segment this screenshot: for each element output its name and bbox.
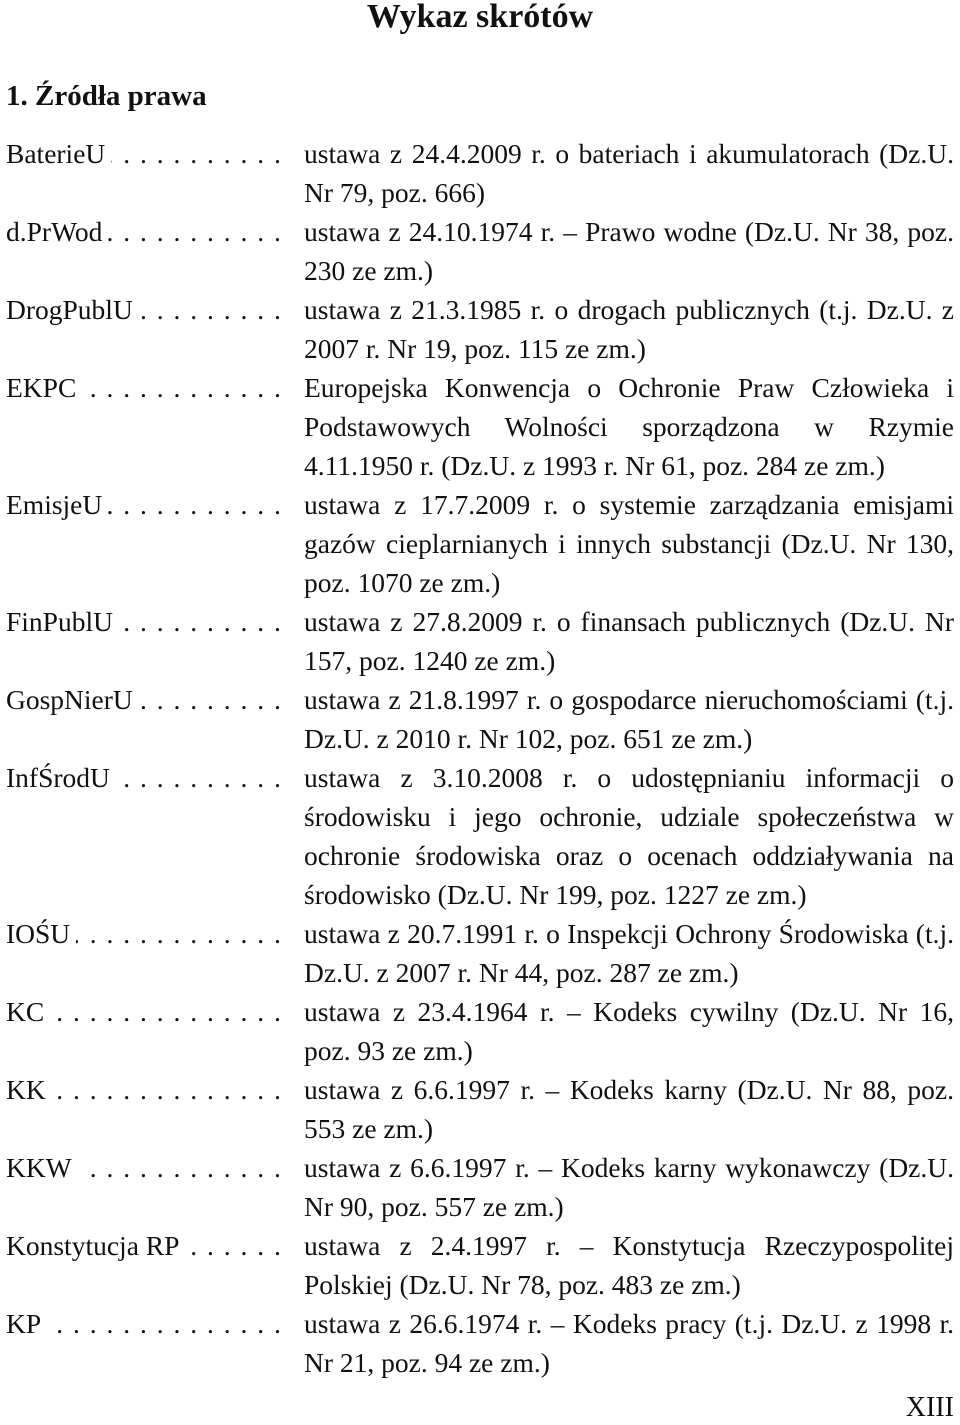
abbreviation-term-text: BaterieU [6, 138, 111, 169]
abbreviation-description: ustawa z 17.7.2009 r. o systemie zarządzania emisjami gazów cieplarnianych i innych substancji (Dz.U. Nr 130, poz. 1070 ze zm.) [304, 489, 954, 598]
abbreviation-term [6, 368, 282, 407]
abbreviation-description: ustawa z 24.4.2009 r. o bateriach i akumulatorach (Dz.U. Nr 79, poz. 666) [304, 138, 954, 208]
abbreviation-entry [6, 602, 954, 680]
abbreviation-term [6, 758, 282, 797]
abbreviation-entry [6, 680, 954, 758]
abbreviation-term-text: GospNierU [6, 684, 139, 715]
abbreviation-term [6, 485, 282, 524]
abbreviation-term-text: IOŚU [6, 918, 76, 949]
abbreviation-term [6, 212, 282, 251]
abbreviation-description: ustawa z 6.6.1997 r. – Kodeks karny wykonawczy (Dz.U. Nr 90, poz. 557 ze zm.) [304, 1152, 954, 1222]
abbreviation-description: ustawa z 6.6.1997 r. – Kodeks karny (Dz.U. Nr 88, poz. 553 ze zm.) [304, 1074, 954, 1144]
abbreviation-term [6, 1226, 282, 1265]
abbreviation-term-text: KC [6, 996, 50, 1027]
abbreviation-description: ustawa z 20.7.1991 r. o Inspekcji Ochrony Środowiska (t.j. Dz.U. z 2007 r. Nr 44, poz. 287 ze zm.) [304, 918, 954, 988]
abbreviation-term-text: DrogPublU [6, 294, 139, 325]
abbreviation-term-text: Konstytucja RP [6, 1230, 185, 1261]
abbreviation-description: ustawa z 3.10.2008 r. o udostępnianiu informacji o środowisku i jego ochronie, udziale społeczeństwa w ochronie środowiska oraz o ocenach oddziaływania na środowisko (Dz.U. Nr 199, poz. 1227 ze zm.) [304, 762, 954, 910]
abbreviation-list [6, 134, 954, 1382]
abbreviation-entry [6, 992, 954, 1070]
abbreviation-term-text: d.PrWod [6, 216, 108, 247]
abbreviation-entry [6, 1148, 954, 1226]
abbreviation-term [6, 680, 282, 719]
page-number: XIII [905, 1392, 954, 1423]
abbreviation-term [6, 992, 282, 1031]
abbreviation-term [6, 1148, 282, 1187]
abbreviation-description: ustawa z 27.8.2009 r. o finansach publicznych (Dz.U. Nr 157, poz. 1240 ze zm.) [304, 606, 954, 676]
abbreviation-term-text: InfŚrodU [6, 762, 116, 793]
page-title: Wykaz skrótów [366, 0, 594, 35]
abbreviation-term-text: FinPublU [6, 606, 119, 637]
abbreviation-entry [6, 914, 954, 992]
section-heading: 1. Źródła prawa [6, 80, 207, 112]
abbreviation-entry [6, 1304, 954, 1382]
abbreviation-term [6, 134, 282, 173]
abbreviation-term [6, 290, 282, 329]
abbreviation-entry [6, 290, 954, 368]
abbreviation-description: ustawa z 26.6.1974 r. – Kodeks pracy (t.j. Dz.U. z 1998 r. Nr 21, poz. 94 ze zm.) [304, 1308, 954, 1378]
abbreviation-term-text: EmisjeU [6, 489, 108, 520]
abbreviation-entry [6, 1226, 954, 1304]
abbreviation-description: ustawa z 21.8.1997 r. o gospodarce nieruchomościami (t.j. Dz.U. z 2010 r. Nr 102, poz. 651 ze zm.) [304, 684, 954, 754]
abbreviation-entry [6, 212, 954, 290]
abbreviation-description: ustawa z 24.10.1974 r. – Prawo wodne (Dz.U. Nr 38, poz. 230 ze zm.) [304, 216, 954, 286]
abbreviation-description: Europejska Konwencja o Ochronie Praw Człowieka i Podstawowych Wolności sporządzona w Rzymie 4.11.1950 r. (Dz.U. z 1993 r. Nr 61, poz. 284 ze zm.) [304, 372, 954, 481]
abbreviation-entry [6, 1070, 954, 1148]
abbreviation-entry [6, 368, 954, 485]
abbreviation-description: ustawa z 23.4.1964 r. – Kodeks cywilny (Dz.U. Nr 16, poz. 93 ze zm.) [304, 996, 954, 1066]
abbreviation-entry [6, 134, 954, 212]
abbreviation-term-text: KKW [6, 1152, 78, 1183]
abbreviation-entry [6, 758, 954, 914]
abbreviation-entry [6, 485, 954, 602]
abbreviation-term-text: EKPC [6, 372, 82, 403]
abbreviation-term [6, 914, 282, 953]
abbreviation-term [6, 1304, 282, 1343]
abbreviation-term [6, 602, 282, 641]
abbreviation-term-text: KP [6, 1308, 47, 1339]
abbreviation-term-text: KK [6, 1074, 52, 1105]
abbreviation-term [6, 1070, 282, 1109]
abbreviation-description: ustawa z 2.4.1997 r. – Konstytucja Rzeczypospolitej Polskiej (Dz.U. Nr 78, poz. 483 ze zm.) [304, 1230, 954, 1300]
abbreviation-description: ustawa z 21.3.1985 r. o drogach publicznych (t.j. Dz.U. z 2007 r. Nr 19, poz. 115 ze zm.) [304, 294, 954, 364]
